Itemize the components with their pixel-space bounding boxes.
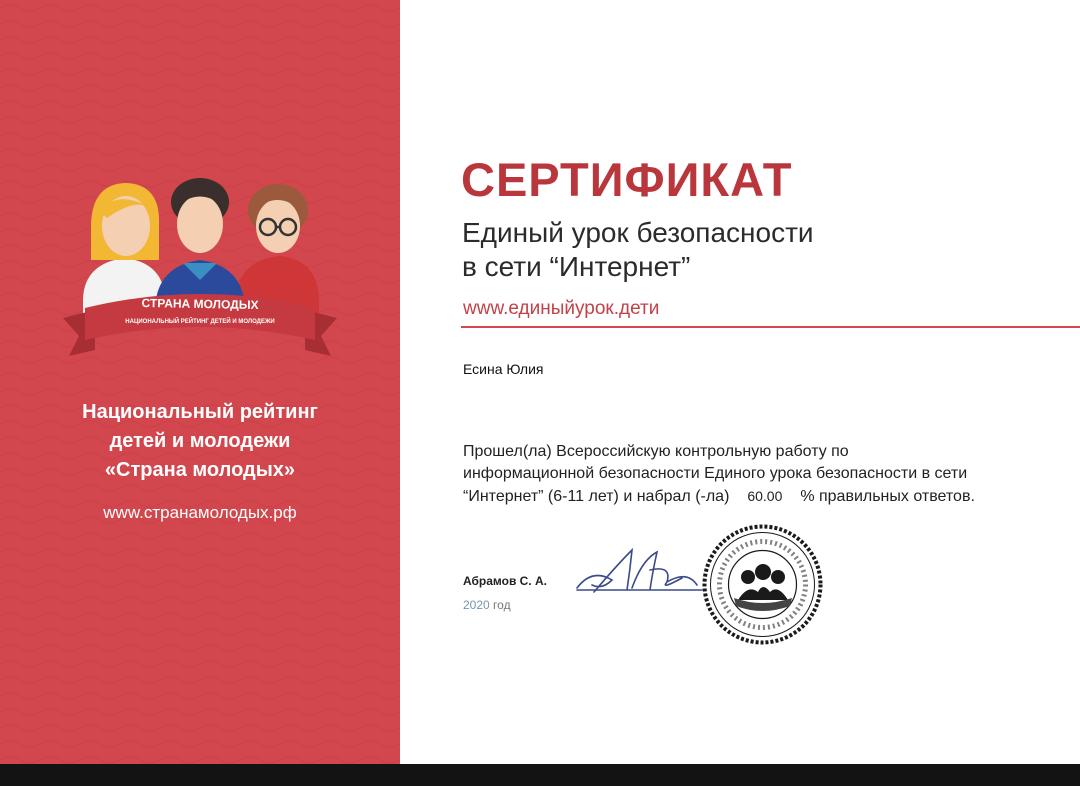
svg-text:СТРАНА МОЛОДЫХ: СТРАНА МОЛОДЫХ: [141, 295, 259, 313]
divider: [461, 326, 1080, 328]
people-logo-icon: [55, 168, 345, 378]
certificate-title: СЕРТИФИКАТ: [461, 153, 793, 206]
bottom-bar: [0, 764, 1080, 786]
recipient-name: Есина Юлия: [463, 361, 544, 377]
sidebar-panel: [0, 0, 400, 764]
signer-name: Абрамов С. А.: [463, 574, 548, 588]
certificate-subtitle: Единый урок безопасности в сети “Интернет”: [462, 217, 814, 282]
issue-year: 2020 год: [463, 598, 511, 612]
organization-url[interactable]: www.странамолодых.рф: [103, 503, 297, 522]
score-value: 60.00: [747, 488, 783, 504]
certificate-body: Прошел(ла) Всероссийскую контрольную работу по информационной безопасности Единого урока безопасности в сети “Интернет” (6-11 лет) и набрал (-ла) 60.00 % правильных ответов.: [463, 443, 975, 505]
organization-name: Национальный рейтинг детей и молодежи «Страна молодых»: [82, 401, 318, 481]
svg-text:НАЦИОНАЛЬНЫЙ РЕЙТИНГ ДЕТЕЙ И М: НАЦИОНАЛЬНЫЙ РЕЙТИНГ ДЕТЕЙ И МОЛОДЕЖИ: [125, 319, 275, 325]
wave-pattern: [0, 0, 400, 764]
event-website[interactable]: www.единыйурок.дети: [463, 298, 660, 319]
body-line3-prefix: “Интернет” (6-11 лет) и набрал (-ла): [463, 488, 730, 505]
body-line3-suffix: % правильных ответов.: [800, 488, 975, 505]
stamp-seal-icon: [700, 522, 825, 647]
